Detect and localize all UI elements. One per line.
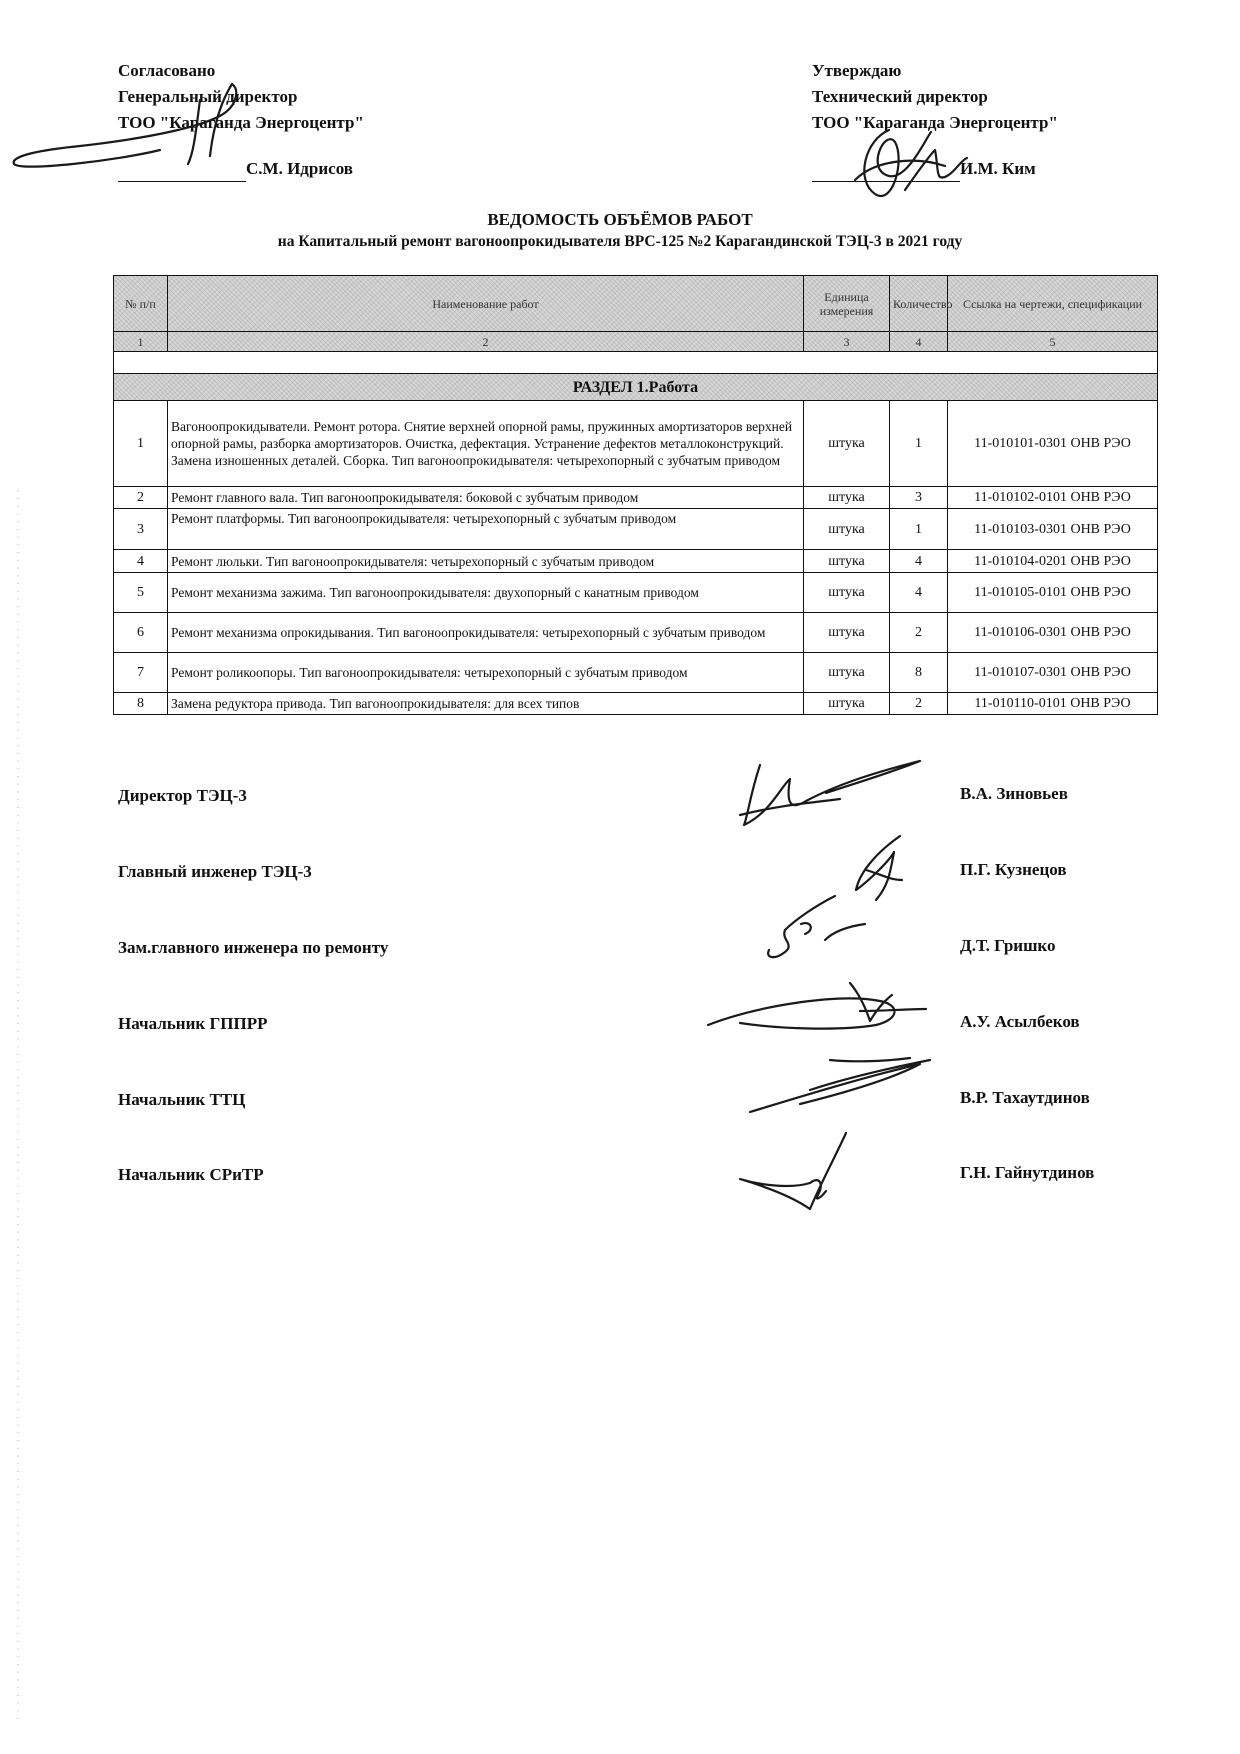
row-work-name: Ремонт механизма опрокидывания. Тип вагоноопрокидывателя: четырехопорный с зубчатым приводом <box>168 613 804 653</box>
header-quantity: Количество <box>890 276 948 332</box>
approval-right-position: Технический директор <box>812 87 988 106</box>
row-work-name: Ремонт люльки. Тип вагоноопрокидывателя: четырехопорный с зубчатым приводом <box>168 550 804 573</box>
signature-asylbekov <box>700 975 930 1035</box>
row-unit: штука <box>804 550 890 573</box>
row-quantity: 8 <box>890 653 948 693</box>
table-spacer-row <box>114 352 1158 374</box>
signature-kuznetsov <box>830 830 930 910</box>
document-title: ВЕДОМОСТЬ ОБЪЁМОВ РАБОТ <box>487 210 753 229</box>
section-title: РАЗДЕЛ 1.Работа <box>114 374 1158 401</box>
row-work-name: Ремонт платформы. Тип вагоноопрокидывателя: четырехопорный с зубчатым приводом <box>168 509 804 550</box>
header-reference: Ссылка на чертежи, спецификации <box>948 276 1158 332</box>
table-row <box>114 509 1158 550</box>
approval-right-org: ТОО "Караганда Энергоцентр" <box>812 113 1058 132</box>
signature-takhautdinov <box>740 1050 940 1120</box>
row-number: 3 <box>114 509 168 550</box>
row-quantity: 2 <box>890 613 948 653</box>
row-quantity: 1 <box>890 401 948 487</box>
approval-left-label: Согласовано <box>118 61 216 80</box>
row-reference: 11-010104-0201 ОНВ РЭО <box>948 550 1158 573</box>
table-row <box>114 401 1158 487</box>
approval-right-sign-row <box>812 156 1058 182</box>
table-row <box>114 573 1158 613</box>
column-number: 3 <box>804 332 890 352</box>
row-number: 5 <box>114 573 168 613</box>
signer-role: Начальник ТТЦ <box>118 1090 246 1109</box>
row-unit: штука <box>804 613 890 653</box>
signer-role: Зам.главного инженера по ремонту <box>118 938 389 957</box>
row-reference: 11-010105-0101 ОНВ РЭО <box>948 573 1158 613</box>
row-unit: штука <box>804 573 890 613</box>
table-row <box>114 693 1158 715</box>
signature-line <box>812 181 960 182</box>
approval-left-position: Генеральный директор <box>118 87 298 106</box>
row-unit: штука <box>804 653 890 693</box>
row-unit: штука <box>804 487 890 509</box>
signature-gainutdinov <box>730 1125 880 1225</box>
signer-name: А.У. Асылбеков <box>960 1012 1080 1031</box>
row-quantity: 4 <box>890 573 948 613</box>
row-reference: 11-010107-0301 ОНВ РЭО <box>948 653 1158 693</box>
row-unit: штука <box>804 509 890 550</box>
column-number: 4 <box>890 332 948 352</box>
header-work-name: Наименование работ <box>168 276 804 332</box>
signer-role: Начальник СРиТР <box>118 1165 264 1184</box>
scan-margin-noise: · · · · · · · · · · · · · · · · · · · · · · · · · · · · · · · · · · · · · · · · · · · · · · · · · · · · · · · · · · · · · · · · · · · · · · · · · · · · · · · · · · · · · · · · · · · · · · · · · · · · · · · · · · · · · · · · · · · · · · · · · · · · · · · · · · · · · · · · · · · · · · · · · · · · · · · · · · · · · · · · <box>14 488 24 1720</box>
approval-left-sign-row <box>118 156 364 182</box>
row-number: 2 <box>114 487 168 509</box>
row-number: 8 <box>114 693 168 715</box>
row-reference: 11-010101-0301 ОНВ РЭО <box>948 401 1158 487</box>
row-unit: штука <box>804 693 890 715</box>
row-work-name: Замена редуктора привода. Тип вагоноопрокидывателя: для всех типов <box>168 693 804 715</box>
row-number: 6 <box>114 613 168 653</box>
row-unit: штука <box>804 401 890 487</box>
row-work-name: Ремонт механизма зажима. Тип вагоноопрокидывателя: двухопорный с канатным приводом <box>168 573 804 613</box>
row-reference: 11-010103-0301 ОНВ РЭО <box>948 509 1158 550</box>
signature-line <box>118 181 246 182</box>
table-spacer <box>114 352 1158 374</box>
table-row <box>114 653 1158 693</box>
signer-role: Директор ТЭЦ-3 <box>118 786 247 805</box>
row-work-name: Ремонт роликоопоры. Тип вагоноопрокидывателя: четырехопорный с зубчатым приводом <box>168 653 804 693</box>
row-number: 4 <box>114 550 168 573</box>
signer-role: Главный инженер ТЭЦ-3 <box>118 862 312 881</box>
signature-grishko <box>755 890 875 970</box>
signer-name: В.А. Зиновьев <box>960 784 1068 803</box>
section-row <box>114 374 1158 401</box>
header-unit: Единица измерения <box>804 276 890 332</box>
table-row <box>114 487 1158 509</box>
row-quantity: 4 <box>890 550 948 573</box>
table-row <box>114 550 1158 573</box>
row-reference: 11-010110-0101 ОНВ РЭО <box>948 693 1158 715</box>
column-number: 1 <box>114 332 168 352</box>
signer-name: Д.Т. Гришко <box>960 936 1056 955</box>
signer-role: Начальник ГППРР <box>118 1014 268 1033</box>
column-number: 2 <box>168 332 804 352</box>
row-quantity: 1 <box>890 509 948 550</box>
header-number: № п/п <box>114 276 168 332</box>
signer-name: П.Г. Кузнецов <box>960 860 1067 879</box>
row-number: 7 <box>114 653 168 693</box>
document-subtitle: на Капитальный ремонт вагоноопрокидывателя ВРС-125 №2 Карагандинской ТЭЦ-3 в 2021 году <box>277 233 963 250</box>
row-reference: 11-010106-0301 ОНВ РЭО <box>948 613 1158 653</box>
approval-left-name: С.М. Идрисов <box>246 159 353 178</box>
approval-left <box>118 58 364 182</box>
approval-right <box>812 58 1058 182</box>
table-row <box>114 613 1158 653</box>
column-number: 5 <box>948 332 1158 352</box>
approval-right-name: И.М. Ким <box>960 159 1036 178</box>
works-table <box>113 275 1158 715</box>
column-number-row <box>114 332 1158 352</box>
signature-zinovyev <box>730 755 930 835</box>
row-quantity: 3 <box>890 487 948 509</box>
signer-name: В.Р. Тахаутдинов <box>960 1088 1090 1107</box>
row-number: 1 <box>114 401 168 487</box>
approval-left-org: ТОО "Караганда Энергоцентр" <box>118 113 364 132</box>
approval-right-label: Утверждаю <box>812 61 902 80</box>
row-reference: 11-010102-0101 ОНВ РЭО <box>948 487 1158 509</box>
row-work-name: Ремонт главного вала. Тип вагоноопрокидывателя: боковой с зубчатым приводом <box>168 487 804 509</box>
row-quantity: 2 <box>890 693 948 715</box>
row-work-name: Вагоноопрокидыватели. Ремонт ротора. Снятие верхней опорной рамы, пружинных амортизаторов верхней опорной рамы, разборка амортизаторов. Очистка, дефектация. Устранение дефектов металлоконструкций. Замена изношенных деталей. Сборка. Тип вагоноопрокидывателя: четырехопорный с зубчатым приводом <box>168 401 804 487</box>
signer-name: Г.Н. Гайнутдинов <box>960 1163 1095 1182</box>
table-header-row <box>114 276 1158 332</box>
